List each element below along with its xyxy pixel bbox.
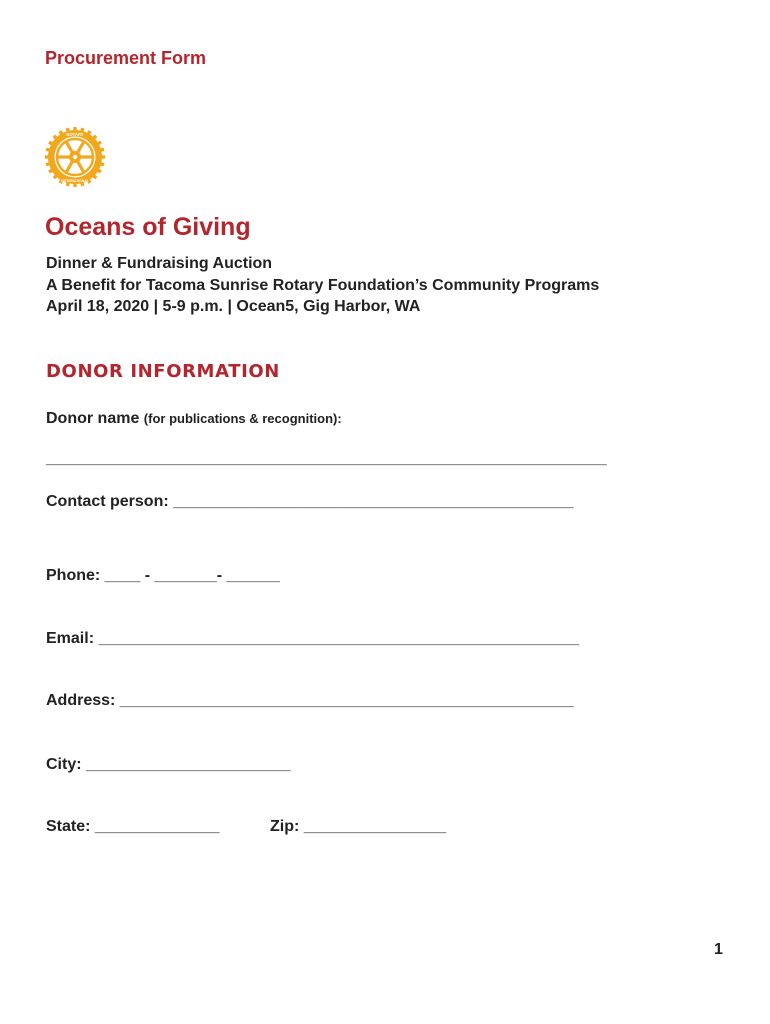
form-label: Procurement Form [45, 48, 207, 68]
contact-person-field[interactable]: Contact person: _____________________________________________ [46, 493, 574, 510]
event-benefit: A Benefit for Tacoma Sunrise Rotary Foundation’s Community Programs [46, 277, 600, 294]
donor-name-field[interactable]: _______________________________________________________________ [46, 450, 607, 467]
phone-field[interactable]: Phone: ____ - _______- ______ [46, 567, 280, 584]
state-field[interactable]: State: ______________ [46, 818, 220, 835]
donor-name-text: Donor name [46, 410, 140, 427]
donor-name-label [46, 410, 342, 428]
city-field[interactable]: City: _______________________ [46, 756, 291, 773]
address-field[interactable]: Address: ___________________________________________________ [46, 692, 574, 709]
donor-name-note: (for publications & recognition): [143, 411, 342, 426]
logo-text-bottom: INTERNATIONAL [61, 179, 89, 183]
event-date-location: April 18, 2020 | 5-9 p.m. | Ocean5, Gig Harbor, WA [46, 298, 421, 315]
logo-text-top: ROTARY [66, 132, 84, 137]
rotary-logo [44, 126, 106, 188]
section-heading: DONOR INFORMATION [46, 361, 280, 382]
page-number: 1 [714, 941, 723, 958]
zip-field[interactable]: Zip: ________________ [270, 818, 447, 835]
event-subtitle: Dinner & Fundraising Auction [46, 255, 273, 272]
event-title: Oceans of Giving [45, 213, 251, 241]
email-field[interactable]: Email: ______________________________________________________ [46, 630, 579, 647]
rotary-wheel-icon [44, 126, 106, 188]
